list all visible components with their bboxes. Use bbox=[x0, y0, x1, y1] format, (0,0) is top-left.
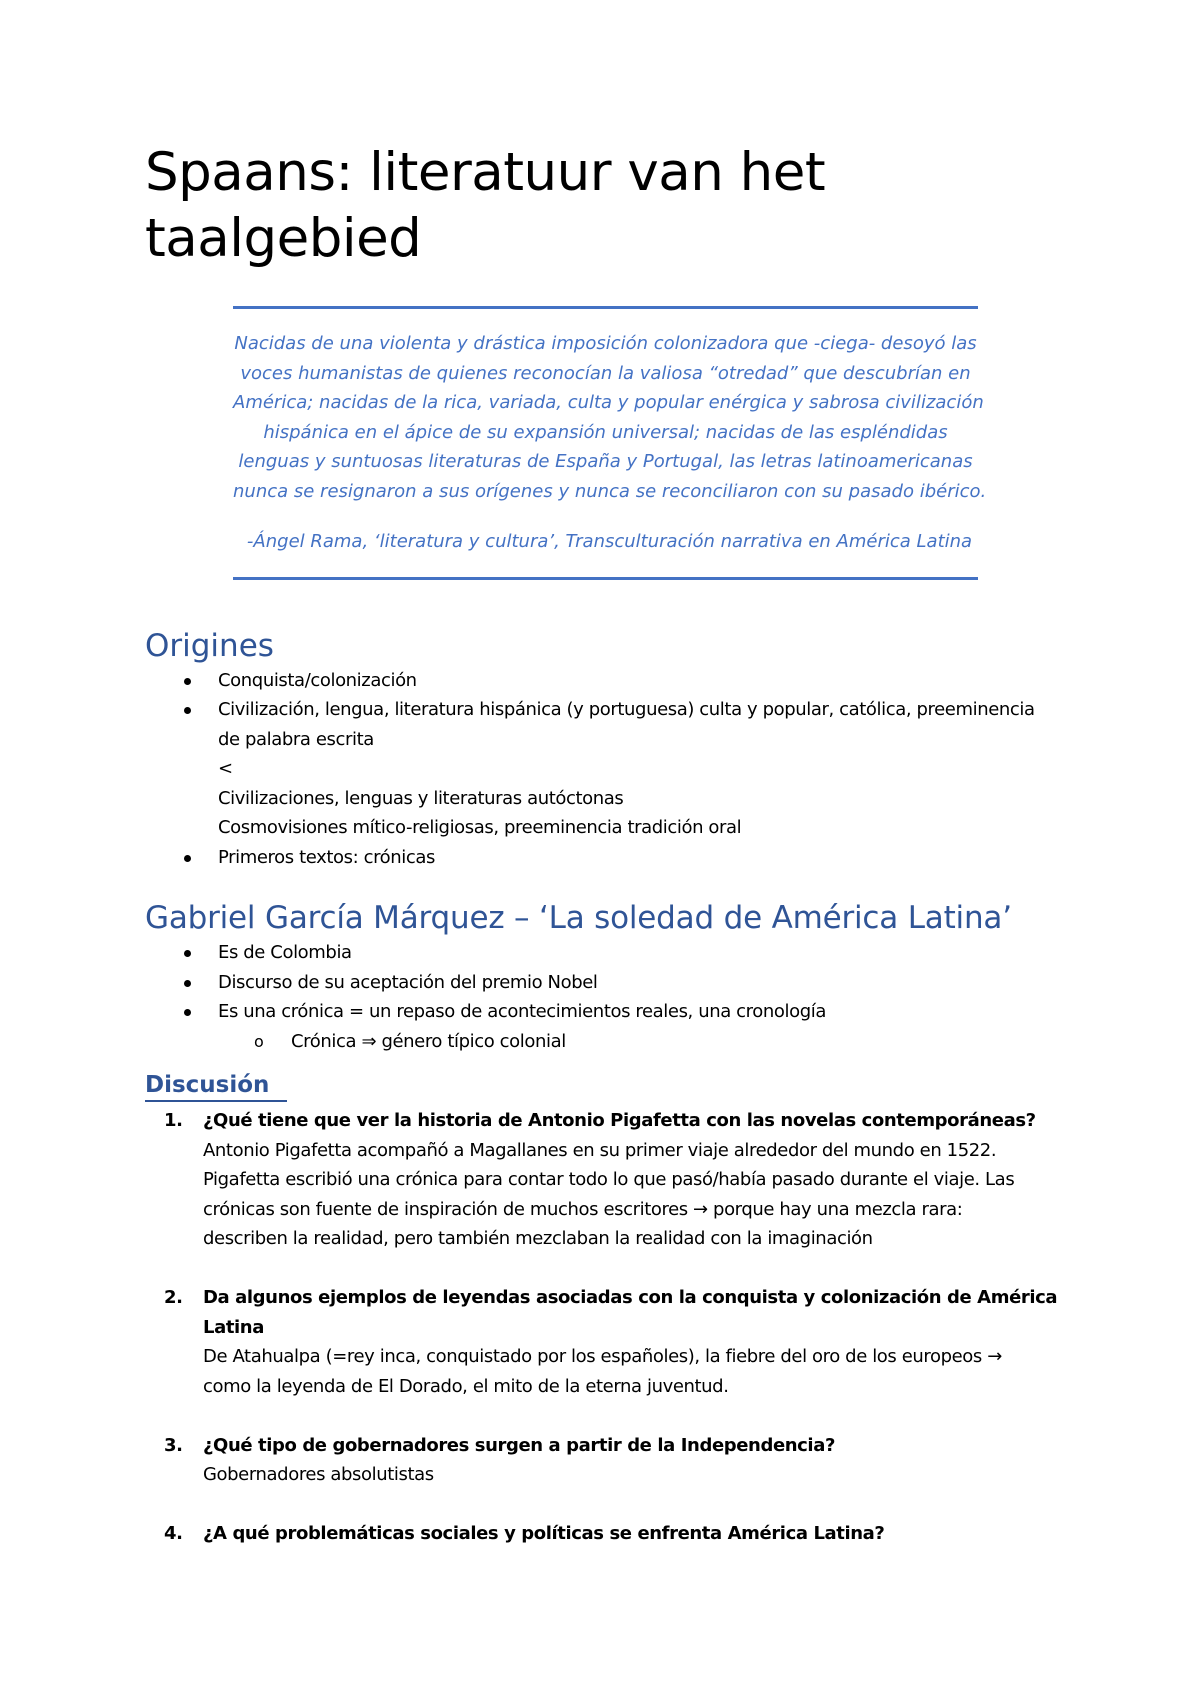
quote-line: Nacidas de una violenta y drástica imposición colonizadora que -ciega- desoyó las bbox=[234, 333, 977, 354]
answer-text: como la leyenda de El Dorado, el mito de la eterna juventud. bbox=[203, 1375, 729, 1397]
answer-text: describen la realidad, pero también mezclaban la realidad con la imaginación bbox=[203, 1228, 873, 1249]
question-item bbox=[145, 1519, 1080, 1549]
quote-attribution: -Ángel Rama, ‘literatura y cultura’, Transculturación narrativa en América Latina bbox=[246, 531, 973, 552]
title-line-1: Spaans: literatuur van het bbox=[145, 142, 826, 203]
list-item-text: de palabra escrita bbox=[218, 728, 374, 750]
origines-list bbox=[145, 666, 1080, 873]
list-item bbox=[145, 695, 1080, 843]
sub-list-item bbox=[218, 1027, 1080, 1057]
gabriel-list bbox=[145, 938, 1080, 1056]
question-item bbox=[145, 1283, 1080, 1401]
quote-line: hispánica en el ápice de su expansión universal; nacidas de las espléndidas bbox=[263, 421, 948, 443]
question-text: ¿A qué problemáticas sociales y políticas se enfrenta América Latina? bbox=[203, 1523, 885, 1544]
list-item-text: Cosmovisiones mítico-religiosas, preeminencia tradición oral bbox=[218, 817, 742, 838]
answer-text: Antonio Pigafetta acompañó a Magallanes en su primer viaje alrededor del mundo en 1522. bbox=[203, 1139, 997, 1161]
list-item-text: Es una crónica = un repaso de acontecimientos reales, una cronología bbox=[218, 1001, 826, 1022]
list-item-text: Conquista/colonización bbox=[218, 669, 417, 691]
title-line-2: taalgebied bbox=[145, 208, 422, 269]
section-heading-origines: Origines bbox=[145, 627, 274, 664]
discussion-questions bbox=[145, 1106, 1080, 1549]
answer-text: Pigafetta escribió una crónica para contar todo lo que pasó/había pasado durante el viaje. Las bbox=[203, 1169, 1015, 1190]
quote-line: lenguas y suntuosas literaturas de España y Portugal, las letras latinoamericanas bbox=[238, 451, 973, 472]
quote-line: América; nacidas de la rica, variada, culta y popular enérgica y sabrosa civilización bbox=[233, 392, 984, 413]
list-item bbox=[145, 666, 1080, 696]
section-heading-discusion: Discusión bbox=[145, 1070, 287, 1102]
epigraph-quote bbox=[233, 306, 987, 580]
question-text: ¿Qué tipo de gobernadores surgen a partir de la Independencia? bbox=[203, 1434, 835, 1456]
list-item bbox=[145, 968, 1080, 998]
question-item bbox=[145, 1106, 1080, 1254]
question-text: ¿Qué tiene que ver la historia de Antonio Pigafetta con las novelas contemporáneas? bbox=[203, 1110, 1036, 1131]
answer-text: crónicas son fuente de inspiración de muchos escritores → porque hay una mezcla rara: bbox=[203, 1198, 963, 1220]
list-item bbox=[145, 997, 1080, 1056]
question-item bbox=[145, 1431, 1080, 1490]
sub-list-item-text: Crónica ⇒ género típico colonial bbox=[291, 1030, 566, 1052]
answer-text: Gobernadores absolutistas bbox=[203, 1464, 434, 1485]
quote-line: voces humanistas de quienes reconocían la valiosa “otredad” que descubrían en bbox=[240, 362, 971, 384]
list-item-text: Primeros textos: crónicas bbox=[218, 846, 435, 868]
quote-line: nunca se resignaron a sus orígenes y nunca se reconciliaron con su pasado ibérico. bbox=[233, 480, 987, 502]
sub-list bbox=[218, 1027, 1080, 1057]
list-item-text: Civilización, lengua, literatura hispánica (y portuguesa) culta y popular, católica, preeminencia bbox=[218, 699, 1035, 720]
question-number: 1. bbox=[164, 1110, 183, 1131]
list-item bbox=[145, 843, 1080, 873]
list-item-text: Discurso de su aceptación del premio Nobel bbox=[218, 971, 598, 993]
question-number: 2. bbox=[164, 1287, 183, 1308]
list-item-text: Civilizaciones, lenguas y literaturas autóctonas bbox=[218, 787, 624, 809]
list-item-text: < bbox=[218, 758, 233, 779]
list-item-text: Es de Colombia bbox=[218, 942, 352, 963]
document-title bbox=[145, 140, 1080, 272]
question-text: Latina bbox=[203, 1316, 264, 1338]
answer-text: De Atahualpa (=rey inca, conquistado por los españoles), la fiebre del oro de los europeos → bbox=[203, 1346, 1002, 1367]
question-text: Da algunos ejemplos de leyendas asociadas con la conquista y colonización de América bbox=[203, 1287, 1058, 1308]
question-number: 3. bbox=[164, 1434, 183, 1456]
question-number: 4. bbox=[164, 1523, 183, 1544]
list-item bbox=[145, 938, 1080, 968]
section-heading-gabriel: Gabriel García Márquez – ‘La soledad de América Latina’ bbox=[145, 900, 1012, 936]
